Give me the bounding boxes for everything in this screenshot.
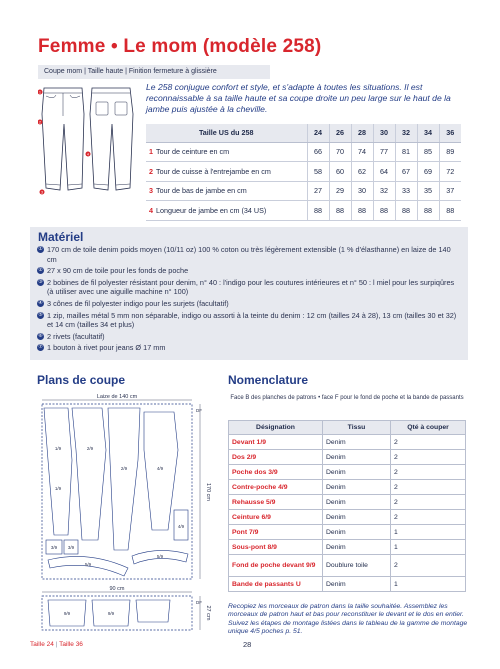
marker-2: 2 xyxy=(39,120,41,125)
cell: 30 xyxy=(351,181,373,201)
cell: 2 xyxy=(391,510,466,525)
cell: Denim xyxy=(323,480,391,495)
table-row xyxy=(229,510,466,525)
cell: 2 xyxy=(391,450,466,465)
size-table xyxy=(146,124,461,221)
cell: Rehausse 5/9 xyxy=(229,495,323,510)
nomenclature-header xyxy=(229,421,466,435)
nomenclature-title: Nomenclature xyxy=(228,373,309,387)
df-label-2: DF xyxy=(196,600,202,605)
nomenclature-table xyxy=(228,420,466,592)
cell: 74 xyxy=(351,142,373,162)
page-title: Femme • Le mom (modèle 258) xyxy=(38,36,322,57)
intro-text: Le 258 conjugue confort et style, et s'adapte à toutes les situations. Il est reconnaissable à sa taille haute et sa coupe droite un peu large sur le haut de la jambe puis ajustée à la cheville. xyxy=(146,82,451,114)
bullet-icon: ⑥ xyxy=(38,332,43,339)
cell: 2 xyxy=(391,555,466,577)
row-label: 1 Tour de ceinture en cm xyxy=(146,142,307,162)
nomenclature-note: Face B des planches de patrons • face F pour le fond de poche et la bande de passants xyxy=(230,395,464,401)
table-row xyxy=(229,480,466,495)
cell: 2 xyxy=(391,495,466,510)
style-tags: Coupe mom | Taille haute | Finition fermeture à glissière xyxy=(38,65,270,79)
cell: Fond de poche devant 9/9 xyxy=(229,555,323,577)
piece-label: 5/9 xyxy=(84,562,92,567)
size-col: 32 xyxy=(395,124,417,142)
cell: Pont 7/9 xyxy=(229,525,323,540)
cell: Sous-pont 8/9 xyxy=(229,540,323,555)
bullet-icon: ③ xyxy=(38,278,43,285)
cell: 72 xyxy=(439,162,461,182)
length2-label: 27 cm xyxy=(205,605,211,621)
cell: 88 xyxy=(439,201,461,221)
size-col: 34 xyxy=(417,124,439,142)
cell: 89 xyxy=(439,142,461,162)
cell: Contre-poche 4/9 xyxy=(229,480,323,495)
cell: 70 xyxy=(329,142,351,162)
materials-title: Matériel xyxy=(38,230,84,244)
col-qte: Qté à couper xyxy=(391,421,466,435)
cell: 32 xyxy=(373,181,395,201)
table-row xyxy=(146,181,461,201)
cell: 77 xyxy=(373,142,395,162)
cell: 62 xyxy=(351,162,373,182)
cell: Dos 2/9 xyxy=(229,450,323,465)
cell: 69 xyxy=(417,162,439,182)
table-row xyxy=(229,465,466,480)
cell: 1 xyxy=(391,525,466,540)
assembly-note: Recopiez les morceaux de patron dans la taille souhaitée. Assemblez les morceaux de patron haut et bas pour reconstituer le devant et le dos en entier. Suivez les étapes de montage listées dans le tableau de la gamme de montage unique 4/5 poches p. 51. xyxy=(228,603,468,636)
materials-list xyxy=(37,245,462,355)
cell: Denim xyxy=(323,435,391,450)
piece-label: 3/9 xyxy=(50,545,58,550)
table-row xyxy=(146,162,461,182)
list-item: ⑦ 1 bouton à rivet pour jeans Ø 17 mm xyxy=(38,343,166,353)
cell: 2 xyxy=(391,480,466,495)
page-number: 28 xyxy=(243,640,252,649)
cell: 58 xyxy=(307,162,329,182)
materials-panel xyxy=(30,227,468,360)
cell: 2 xyxy=(391,465,466,480)
table-row xyxy=(229,495,466,510)
bullet-icon: ⑤ xyxy=(38,311,43,318)
cell: 1 xyxy=(391,540,466,555)
table-row xyxy=(146,201,461,221)
col-tissu: Tissu xyxy=(323,421,391,435)
cell: 88 xyxy=(395,201,417,221)
piece-label: 1/9 xyxy=(54,486,62,491)
cutting-plans-title: Plans de coupe xyxy=(37,373,126,387)
length-label: 170 cm xyxy=(205,482,211,502)
cell: Bande de passants U xyxy=(229,577,323,592)
cell: 27 xyxy=(307,181,329,201)
piece-label: 3/9 xyxy=(67,545,75,550)
row-label: 2 Tour de cuisse à l'entrejambe en cm xyxy=(146,162,307,182)
cell: 1 xyxy=(391,577,466,592)
cell: Doublure toile xyxy=(323,555,391,577)
size-col: 24 xyxy=(307,124,329,142)
list-item: ④ 3 cônes de fil polyester indigo pour les surjets (facultatif) xyxy=(38,298,229,308)
size-col: 26 xyxy=(329,124,351,142)
piece-label: 2/9 xyxy=(86,446,94,451)
list-item: ③ 2 bobines de fil polyester résistant pour denim, n° 40 : l'indigo pour les coutures intérieures et n° 50 : l miel pour les surpiqûres (à utiliser avec une aiguille machine n° 100) xyxy=(38,277,455,297)
marker-1: 1 xyxy=(39,90,41,95)
list-item: ① 170 cm de toile denim poids moyen (10/11 oz) 100 % coton ou très légèrement extensible (1 % d'élasthanne) en laize de 140 cm xyxy=(38,245,451,264)
bullet-icon: ④ xyxy=(38,299,43,306)
size-col: 30 xyxy=(373,124,395,142)
cell: 88 xyxy=(373,201,395,221)
marker-4: 4 xyxy=(87,152,89,157)
cell: 64 xyxy=(373,162,395,182)
col-designation: Désignation xyxy=(229,421,323,435)
bullet-icon: ② xyxy=(38,267,43,274)
cell: 37 xyxy=(439,181,461,201)
row-label: 4 Longueur de jambe en cm (34 US) xyxy=(146,201,307,221)
cell: Denim xyxy=(323,540,391,555)
piece-label: 9/9 xyxy=(63,611,71,616)
cell: 35 xyxy=(417,181,439,201)
table-row xyxy=(146,142,461,162)
cell: Denim xyxy=(323,495,391,510)
piece-label: 5/9 xyxy=(156,554,164,559)
cell: 66 xyxy=(307,142,329,162)
row-label: 3 Tour de bas de jambe en cm xyxy=(146,181,307,201)
bullet-icon: ① xyxy=(38,246,43,252)
table-row xyxy=(229,540,466,555)
cutting-layout-diagram xyxy=(28,390,218,636)
laize-label: Laize de 140 cm xyxy=(96,394,138,400)
cell: Denim xyxy=(323,450,391,465)
cell: Devant 1/9 xyxy=(229,435,323,450)
table-row xyxy=(229,555,466,577)
list-item: ② 27 x 90 cm de toile pour les fonds de poche xyxy=(38,266,189,276)
cell: 33 xyxy=(395,181,417,201)
cell: 88 xyxy=(329,201,351,221)
cell: 29 xyxy=(329,181,351,201)
bullet-icon: ⑦ xyxy=(38,344,43,351)
cell: Denim xyxy=(323,577,391,592)
piece-label: 1/9 xyxy=(54,446,62,451)
jeans-illustration xyxy=(38,84,138,196)
list-item: ⑤ 1 zip, mailles métal 5 mm non séparable, indigo ou assorti à la teinte du denim : 12 cm (tailles 24 à 28), 13 cm (tailles 30 et 32) et 14 cm (tailles 34 et plus) xyxy=(38,310,457,330)
cell: Denim xyxy=(323,465,391,480)
table-row xyxy=(229,525,466,540)
cell: Poche dos 3/9 xyxy=(229,465,323,480)
cell: 67 xyxy=(395,162,417,182)
size-col: 28 xyxy=(351,124,373,142)
table-row xyxy=(229,577,466,592)
cell: Ceinture 6/9 xyxy=(229,510,323,525)
cell: 88 xyxy=(417,201,439,221)
cell: 88 xyxy=(351,201,373,221)
cell: Denim xyxy=(323,510,391,525)
cell: 85 xyxy=(417,142,439,162)
cell: 81 xyxy=(395,142,417,162)
size-header-label: Taille US du 258 xyxy=(146,124,307,142)
cell: 60 xyxy=(329,162,351,182)
marker-3: 3 xyxy=(41,190,43,195)
list-item: ⑥ 2 rivets (facultatif) xyxy=(38,331,105,341)
table-row xyxy=(229,435,466,450)
footer-sizes: Taille 24 | Taille 36 xyxy=(30,641,83,648)
piece-label: 4/9 xyxy=(156,466,164,471)
size-col: 36 xyxy=(439,124,461,142)
piece-label: 4/9 xyxy=(177,524,185,529)
cell: 88 xyxy=(307,201,329,221)
width2-label: 90 cm xyxy=(109,586,125,592)
piece-label: 9/9 xyxy=(107,611,115,616)
table-row xyxy=(229,450,466,465)
cell: 2 xyxy=(391,435,466,450)
size-table-header xyxy=(146,124,461,142)
piece-label: 2/9 xyxy=(120,466,128,471)
df-label: DF xyxy=(196,408,202,413)
cell: Denim xyxy=(323,525,391,540)
